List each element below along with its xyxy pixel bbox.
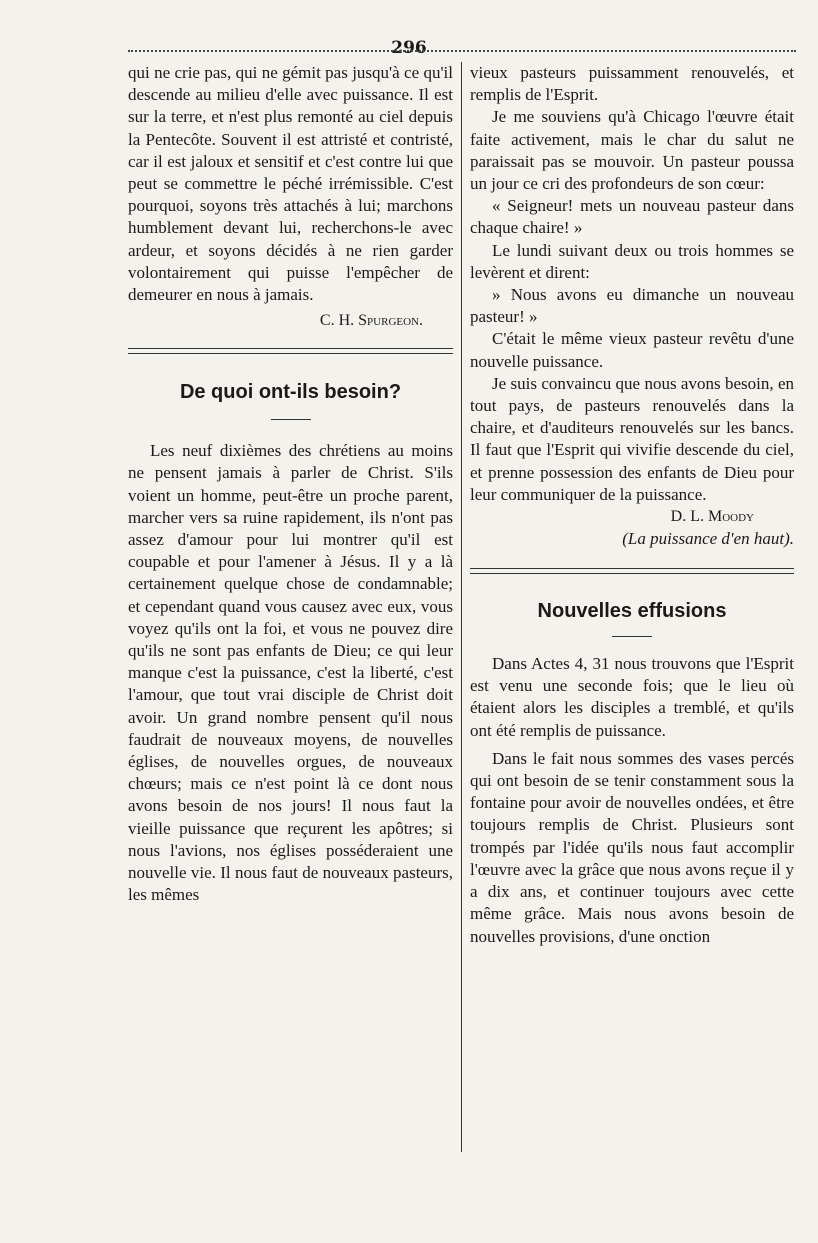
moody-paragraph-3: « Seigneur! mets un nouveau pasteur dans chaque chaire! » bbox=[470, 196, 794, 238]
article-title-besoin: De quoi ont-ils besoin? bbox=[179, 381, 402, 404]
effusions-paragraph-1: Dans Actes 4, 31 nous trouvons que l'Esprit est venu une seconde fois; que le lieu où étaient alors les disciples a tremblé, et qu'ils ont été remplis de puissance. bbox=[470, 654, 794, 740]
right-column bbox=[470, 62, 794, 948]
spurgeon-continuation: qui ne crie pas, qui ne gémit pas jusqu'à ce qu'il descende au milieu d'elle avec puissance. Il est sur la terre, et n'est plus remonté au ciel depuis la Pentecôte. Souvent il est attristé et contristé, car il est jaloux et sensitif et c'est contre lui que peut se commettre le péché irrémissible. C'est pourquoi, soyons très attachés à lui; marchons humblement devant lui, recherchons-le avec ardeur, et soyons décidés à ne rien garder volontairement qui puisse l'empêcher de demeurer en nous à jamais. bbox=[128, 63, 453, 305]
top-rule bbox=[128, 50, 796, 52]
moody-signature: D. L. Moody bbox=[670, 508, 754, 526]
besoin-body: Les neuf dixièmes des chrétiens au moins ne pensent jamais à parler de Christ. S'ils voient un homme, peut-être un proche parent, marcher vers sa ruine rapidement, ils n'ont pas assez d'amour pour lui montrer qu'il est coupable et pour l'amener à Jésus. Il y a là certainement quelque chose de condamnable; et cependant quand vous causez avec eux, vous voyez qu'ils ont la foi, et vous ne pouvez dire qu'ils ne sont pas enfants de Dieu; ce qui leur manque c'est la puissance, c'est la liberté, c'est l'amour, que tout vrai disciple de Christ doit avoir. Un grand nombre pensent qu'il nous faudrait de nouveaux moyens, de nouvelles églises, de nouvelles orgues, de nouveaux chœurs; mais ce n'est point là ce dont nous avons besoin de nos jours! Il nous faut la vieille puissance que reçurent les apôtres; si nous l'avions, nos églises posséderaient une nouvelle vie. Il nous faut de nouveaux pasteurs, les mêmes bbox=[128, 441, 453, 905]
moody-paragraph-5: » Nous avons eu dimanche un nouveau pasteur! » bbox=[470, 285, 794, 327]
effusions-paragraph-2: Dans le fait nous sommes des vases percés qui ont besoin de se tenir constamment sous la fontaine pour avoir de nouvelles ondées, et être toujours remplis de Christ. Plusieurs sont trompés par l'idée qu'ils nous faut accomplir l'œuvre avec la grâce que nous avons reçue il y a dix ans, et continuer toujours avec cette même grâce. Mais nous avons besoin de nouvelles provisions, d'une onction bbox=[470, 748, 794, 946]
moody-paragraph-7: Je suis convaincu que nous avons besoin, en tout pays, de pasteurs renouvelés dans la chaire, et d'auditeurs renouvelés sur les bancs. Il faut que l'Esprit qui vivifie descende du ciel, et prenne possession des enfants de Dieu pour leur communiquer de la puissance. bbox=[470, 373, 794, 504]
section-divider-right bbox=[470, 568, 794, 574]
section-divider-left bbox=[128, 348, 453, 354]
spurgeon-signature: C. H. Spurgeon. bbox=[319, 312, 423, 330]
moody-source: (La puissance d'en haut). bbox=[622, 529, 794, 549]
left-column bbox=[128, 62, 453, 907]
title-dash bbox=[271, 419, 311, 420]
page-number: 296 bbox=[391, 38, 427, 58]
article-title-effusions: Nouvelles effusions bbox=[537, 600, 727, 623]
moody-paragraph-4: Le lundi suivant deux ou trois hommes se levèrent et dirent: bbox=[470, 240, 794, 282]
title-dash bbox=[612, 636, 652, 637]
column-divider bbox=[461, 62, 462, 1152]
moody-paragraph-6: C'était le même vieux pasteur revêtu d'une nouvelle puissance. bbox=[470, 329, 794, 371]
moody-paragraph-1: vieux pasteurs puissamment renouvelés, et remplis de l'Esprit. bbox=[470, 63, 794, 105]
moody-paragraph-2: Je me souviens qu'à Chicago l'œuvre était faite activement, mais le char du salut ne paraissait pas se mouvoir. Un pasteur poussa un jour ce cri des profondeurs de son cœur: bbox=[470, 107, 794, 194]
